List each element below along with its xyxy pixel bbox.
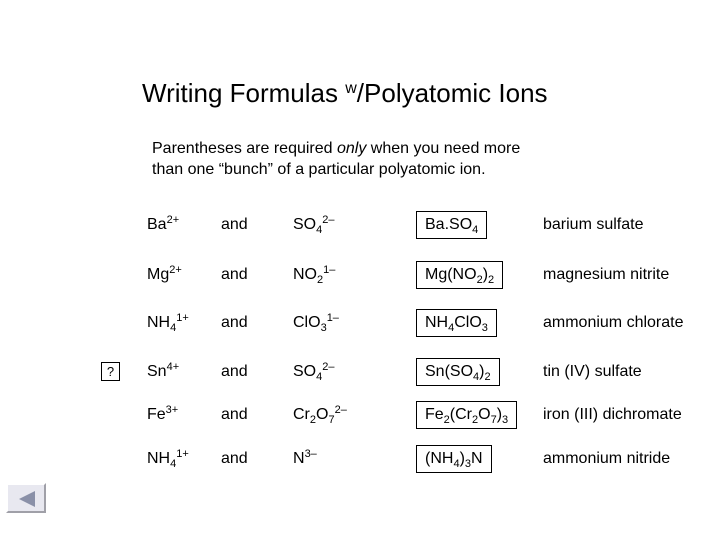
formula-part: Sn(SO	[425, 363, 474, 380]
formula-part: 2	[309, 414, 317, 426]
cation	[147, 449, 189, 469]
formula-part: Fe	[147, 406, 166, 423]
formula-part: 4	[170, 458, 177, 470]
formula-part: N	[293, 450, 305, 467]
formula-part: 2	[443, 414, 450, 426]
formula-part: )	[496, 406, 503, 423]
intro-line-1	[152, 138, 520, 159]
formula-part: Cl	[293, 314, 309, 331]
formula-part: 2	[488, 274, 495, 286]
formula-part: O	[308, 314, 321, 331]
formula-part: 3	[464, 458, 472, 470]
formula-part: 4	[170, 322, 177, 334]
title-superscript: w	[345, 80, 357, 97]
back-button[interactable]	[6, 483, 46, 513]
formula-part: SO	[293, 363, 317, 380]
anion	[293, 265, 335, 285]
compound-name: magnesium nitrite	[543, 266, 670, 283]
formula-part: 2–	[334, 404, 347, 416]
connector-and: and	[221, 266, 248, 283]
formula-part: NH	[147, 450, 171, 467]
formula-box[interactable]	[416, 401, 517, 429]
cation	[147, 405, 178, 425]
back-arrow-icon	[17, 490, 37, 508]
cation	[147, 313, 189, 333]
formula-part: 1–	[326, 312, 339, 324]
formula-part: 4	[472, 224, 479, 236]
formula-part: 4	[453, 458, 460, 470]
formula-part: NH	[147, 314, 171, 331]
formula-part: Ba	[147, 216, 167, 233]
formula-part: 4	[316, 224, 323, 236]
formula-part: )	[459, 450, 465, 467]
formula-box[interactable]	[416, 211, 487, 239]
formula-part: Cr	[293, 406, 310, 423]
formula-part: 3	[320, 322, 327, 334]
formula-part: SO	[293, 216, 317, 233]
anion	[293, 215, 335, 235]
formula-part: 3–	[304, 448, 317, 460]
cation	[147, 362, 179, 382]
formula-part: 1–	[323, 264, 336, 276]
formula-part: 7	[490, 414, 497, 426]
intro-emphasis: only	[337, 140, 367, 157]
compound-name: tin (IV) sulfate	[543, 363, 642, 380]
intro-before: Parentheses are required	[152, 140, 337, 157]
formula-part: 2+	[169, 264, 182, 276]
formula-part: O	[478, 406, 491, 423]
compound-name: ammonium chlorate	[543, 314, 684, 331]
formula-part: 2	[317, 274, 324, 286]
compound-name: iron (III) dichromate	[543, 406, 682, 423]
intro-after: when you need more	[366, 140, 521, 157]
formula-part: 4	[316, 371, 323, 383]
formula-part: N	[471, 450, 483, 467]
connector-and: and	[221, 314, 248, 331]
anion	[293, 362, 335, 382]
question-mark-box[interactable]: ?	[101, 362, 120, 381]
formula-box[interactable]	[416, 309, 497, 337]
intro-line-2: than one “bunch” of a particular polyatomic ion.	[152, 161, 486, 178]
formula-part: 4+	[166, 361, 180, 373]
formula-part: )	[479, 363, 485, 380]
title-text: Writing Formulas	[142, 78, 346, 108]
formula-part: ClO	[454, 314, 482, 331]
formula-box[interactable]	[416, 358, 500, 386]
formula-part: NO	[293, 266, 317, 283]
anion	[293, 449, 317, 469]
formula-part: 7	[328, 414, 335, 426]
formula-part: 2	[484, 371, 491, 383]
formula-part: 2–	[322, 361, 335, 373]
formula-part: )	[482, 266, 489, 283]
connector-and: and	[221, 406, 248, 423]
formula-part: (NH	[425, 450, 454, 467]
formula-part: 3+	[165, 404, 179, 416]
formula-part: Sn	[147, 363, 167, 380]
formula-box[interactable]	[416, 261, 503, 289]
formula-part: O	[316, 406, 329, 423]
intro-text	[152, 138, 520, 180]
formula-part: 2	[472, 414, 479, 426]
formula-part: 3	[502, 414, 509, 426]
cation	[147, 265, 182, 285]
formula-part: 1+	[176, 312, 189, 324]
formula-part: 1+	[176, 448, 189, 460]
anion	[293, 313, 339, 333]
formula-part: 2+	[166, 214, 180, 226]
cation	[147, 215, 179, 235]
formula-part: 4	[473, 371, 480, 383]
connector-and: and	[221, 450, 248, 467]
connector-and: and	[221, 216, 248, 233]
formula-part: NH	[425, 314, 449, 331]
formula-part: (Cr	[449, 406, 473, 423]
slide-title	[142, 78, 548, 109]
anion	[293, 405, 347, 425]
compound-name: barium sulfate	[543, 216, 644, 233]
formula-part: Ba.SO	[425, 216, 473, 233]
compound-name: ammonium nitride	[543, 450, 671, 467]
formula-part: 4	[448, 322, 455, 334]
formula-part: 2	[476, 274, 483, 286]
formula-part: 3	[481, 322, 488, 334]
formula-part: Mg(NO	[425, 266, 477, 283]
formula-part: 2–	[322, 214, 335, 226]
formula-part: Fe	[425, 406, 444, 423]
formula-part: Mg	[147, 266, 170, 283]
connector-and: and	[221, 363, 248, 380]
formula-box[interactable]	[416, 445, 492, 473]
title-text-rest: /Polyatomic Ions	[356, 78, 548, 108]
